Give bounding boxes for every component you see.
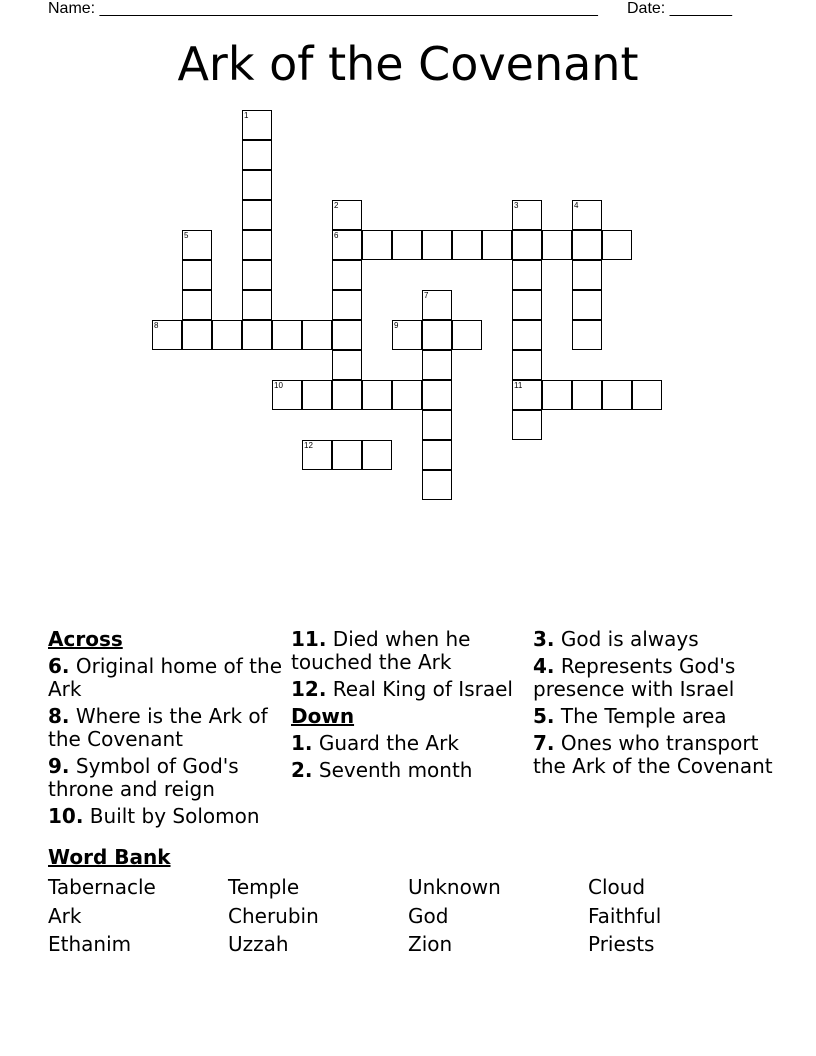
grid-cell[interactable] (242, 260, 272, 290)
clue-number: 4. (533, 654, 555, 678)
grid-cell[interactable] (542, 230, 572, 260)
grid-cell[interactable] (182, 260, 212, 290)
grid-cell[interactable] (182, 230, 212, 260)
word-bank-item: Ark (48, 903, 82, 928)
grid-cell[interactable] (332, 230, 362, 260)
grid-cell[interactable] (302, 380, 332, 410)
grid-cell[interactable] (632, 380, 662, 410)
grid-cell[interactable] (422, 470, 452, 500)
clue-down-7 (533, 732, 773, 778)
cell-number: 11 (514, 381, 523, 390)
clue-number: 2. (291, 758, 313, 782)
grid-cell[interactable] (572, 320, 602, 350)
clue-text: Where is the Ark of the Covenant (48, 704, 268, 751)
cell-number: 10 (274, 381, 283, 390)
grid-cell[interactable] (362, 230, 392, 260)
grid-cell[interactable] (332, 440, 362, 470)
word-bank-item: Cloud (588, 875, 646, 899)
clue-number: 3. (533, 627, 555, 651)
grid-cell[interactable] (512, 200, 542, 230)
clue-number: 8. (48, 704, 70, 728)
grid-cell[interactable] (422, 320, 452, 350)
grid-cell[interactable] (512, 350, 542, 380)
cell-number: 1 (244, 111, 249, 120)
clue-across-6 (48, 655, 283, 701)
clue-text: Represents God's presence with Israel (533, 654, 736, 701)
word-bank-item: Priests (588, 932, 655, 956)
grid-cell[interactable] (332, 260, 362, 290)
clue-across-10 (48, 805, 283, 828)
date-line: Date: _______ (627, 0, 732, 17)
grid-cell[interactable] (242, 200, 272, 230)
grid-cell[interactable] (512, 380, 542, 410)
across-heading: Across (48, 627, 123, 651)
clue-text: Ones who transport the Ark of the Covenant (533, 731, 773, 778)
clue-number: 9. (48, 754, 70, 778)
grid-cell[interactable] (602, 380, 632, 410)
word-bank-item: Ethanim (48, 932, 132, 956)
clue-text: The Temple area (560, 704, 727, 728)
page-title: Ark of the Covenant (177, 37, 639, 91)
grid-cell[interactable] (482, 230, 512, 260)
clue-number: 10. (48, 804, 84, 828)
grid-cell[interactable] (392, 320, 422, 350)
grid-cell[interactable] (572, 230, 602, 260)
grid-cell[interactable] (272, 380, 302, 410)
clue-down-4 (533, 655, 773, 701)
word-bank-item: Temple (228, 875, 300, 899)
grid-cell[interactable] (422, 290, 452, 320)
grid-cell[interactable] (422, 380, 452, 410)
clue-across-8 (48, 705, 283, 751)
grid-cell[interactable] (332, 200, 362, 230)
grid-cell[interactable] (242, 170, 272, 200)
grid-cell[interactable] (512, 320, 542, 350)
grid-cell[interactable] (272, 320, 302, 350)
grid-cell[interactable] (242, 290, 272, 320)
clue-across-9 (48, 755, 283, 801)
cell-number: 12 (304, 441, 313, 450)
grid-cell[interactable] (362, 440, 392, 470)
clue-number: 6. (48, 654, 70, 678)
clue-number: 1. (291, 731, 313, 755)
cell-number: 4 (574, 201, 579, 210)
clue-text: God is always (560, 627, 699, 651)
grid-cell[interactable] (542, 380, 572, 410)
cell-number: 6 (334, 231, 339, 240)
grid-cell[interactable] (602, 230, 632, 260)
clues-column-2 (291, 628, 526, 786)
clues-column-1 (48, 628, 283, 832)
clue-text: Built by Solomon (89, 804, 260, 828)
clue-number: 11. (291, 627, 327, 651)
grid-cell[interactable] (572, 260, 602, 290)
grid-cell[interactable] (152, 320, 182, 350)
grid-cell[interactable] (512, 260, 542, 290)
word-bank-title: Word Bank (48, 845, 171, 869)
grid-cell[interactable] (392, 230, 422, 260)
clue-down-5 (533, 705, 773, 728)
word-bank-item: Faithful (588, 903, 662, 928)
grid-cell[interactable] (512, 290, 542, 320)
grid-cell[interactable] (422, 350, 452, 380)
grid-cell[interactable] (362, 380, 392, 410)
grid-cell[interactable] (422, 410, 452, 440)
grid-cell[interactable] (212, 320, 242, 350)
grid-cell[interactable] (332, 350, 362, 380)
word-bank-item: Zion (408, 932, 453, 956)
grid-cell[interactable] (422, 230, 452, 260)
clue-text: Real King of Israel (332, 677, 513, 701)
clue-text: Guard the Ark (318, 731, 459, 755)
cell-number: 7 (424, 291, 429, 300)
grid-cell[interactable] (242, 110, 272, 140)
clue-down-3 (533, 628, 773, 651)
cell-number: 9 (394, 321, 399, 330)
clue-down-1 (291, 732, 526, 755)
grid-cell[interactable] (572, 200, 602, 230)
grid-cell[interactable] (332, 380, 362, 410)
clue-across-12 (291, 678, 526, 701)
clues-column-3 (533, 628, 773, 782)
grid-cell[interactable] (242, 230, 272, 260)
down-heading: Down (291, 704, 355, 728)
clue-text: Symbol of God's throne and reign (48, 754, 239, 801)
clue-number: 5. (533, 704, 555, 728)
clue-text: Original home of the Ark (48, 654, 283, 701)
clue-text: Seventh month (318, 758, 473, 782)
grid-cell[interactable] (452, 320, 482, 350)
grid-cell[interactable] (512, 410, 542, 440)
name-line: Name: ________________________________________________________ (48, 0, 598, 17)
clue-number: 12. (291, 677, 327, 701)
clue-text: Died when he touched the Ark (291, 627, 471, 674)
word-bank-item: Uzzah (228, 932, 289, 956)
word-bank-item: Unknown (408, 875, 501, 899)
word-bank-item: God (408, 903, 449, 928)
grid-cell[interactable] (572, 380, 602, 410)
word-bank-item: Tabernacle (48, 875, 156, 899)
grid-cell[interactable] (182, 320, 212, 350)
grid-cell[interactable] (332, 290, 362, 320)
word-bank (48, 873, 768, 959)
grid-cell[interactable] (302, 320, 332, 350)
grid-cell[interactable] (332, 320, 362, 350)
clue-down-2 (291, 759, 526, 782)
grid-cell[interactable] (572, 290, 602, 320)
grid-cell[interactable] (302, 440, 332, 470)
cell-number: 3 (514, 201, 519, 210)
grid-cell[interactable] (182, 290, 212, 320)
grid-cell[interactable] (452, 230, 482, 260)
cell-number: 5 (184, 231, 189, 240)
grid-cell[interactable] (242, 140, 272, 170)
clue-number: 7. (533, 731, 555, 755)
grid-cell[interactable] (392, 380, 422, 410)
cell-number: 8 (154, 321, 159, 330)
word-bank-item: Cherubin (228, 903, 319, 928)
grid-cell[interactable] (422, 440, 452, 470)
clue-across-11 (291, 628, 526, 674)
grid-cell[interactable] (242, 320, 272, 350)
grid-cell[interactable] (512, 230, 542, 260)
cell-number: 2 (334, 201, 339, 210)
